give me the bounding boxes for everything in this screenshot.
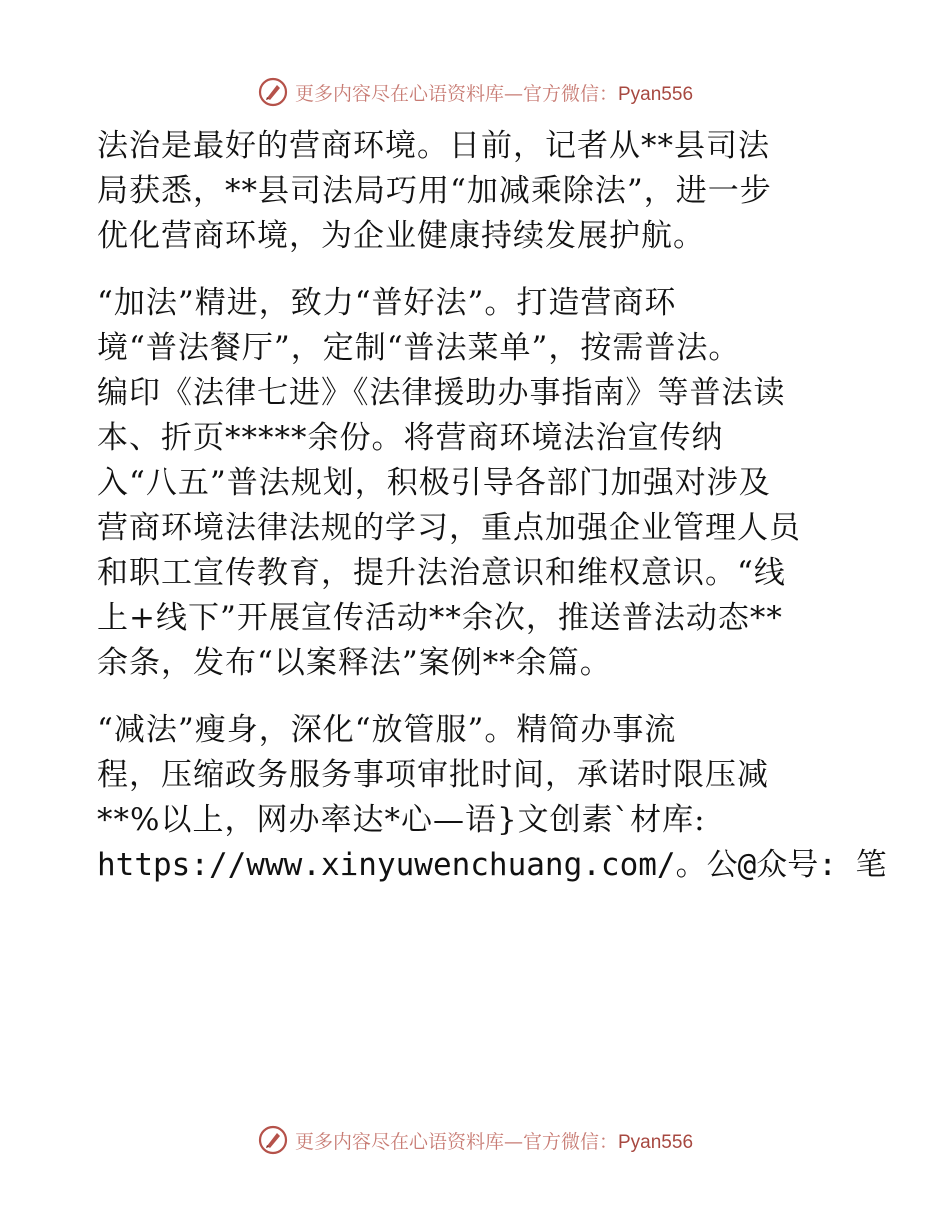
pen-seal-icon bbox=[257, 76, 289, 108]
document-body bbox=[97, 124, 887, 910]
text-line: 法治是最好的营商环境。日前，记者从**县司法 bbox=[97, 128, 770, 164]
header-watermark bbox=[0, 72, 950, 112]
text-line: 局获悉，**县司法局巧用“加减乘除法”，进一步 bbox=[97, 173, 772, 209]
watermark-text: 更多内容尽在心语资料库—官方微信：Pyan556 bbox=[294, 82, 694, 105]
paragraph-subtraction bbox=[97, 708, 887, 888]
text-line: 编印《法律七进》《法律援助办事指南》等普法读 bbox=[97, 375, 786, 411]
text-line: 境“普法餐厅”，定制“普法菜单”，按需普法。 bbox=[97, 330, 741, 366]
footer-watermark bbox=[0, 1120, 950, 1160]
text-line: “加法”精进，致力“普好法”。打造营商环 bbox=[97, 285, 677, 321]
text-line: 营商环境法律法规的学习，重点加强企业管理人员 bbox=[97, 510, 801, 546]
paragraph-addition bbox=[97, 281, 857, 686]
url-line: https://www.xinyuwenchuang.com/。公@众号: 笔 bbox=[97, 847, 887, 883]
text-line: 入“八五”普法规划，积极引导各部门加强对涉及 bbox=[97, 465, 771, 501]
text-line: 余条，发布“以案释法”案例**余篇。 bbox=[97, 645, 612, 681]
text-line: 和职工宣传教育，提升法治意识和维权意识。“线 bbox=[97, 555, 786, 591]
text-line: 上+线下”开展宣传活动**余次，推送普法动态** bbox=[97, 600, 783, 636]
text-line: 程，压缩政务服务事项审批时间，承诺时限压减 bbox=[97, 757, 769, 793]
text-line: 优化营商环境，为企业健康持续发展护航。 bbox=[97, 218, 705, 254]
text-line: “减法”瘦身，深化“放管服”。精简办事流 bbox=[97, 712, 677, 748]
paragraph-intro bbox=[97, 124, 857, 259]
pen-seal-icon bbox=[257, 1124, 289, 1156]
watermark-text: 更多内容尽在心语资料库—官方微信：Pyan556 bbox=[294, 1130, 694, 1153]
text-line: **%以上，网办率达*心—语}文创素`材库: bbox=[97, 802, 706, 838]
text-line: 本、折页*****余份。将营商环境法治宣传纳 bbox=[97, 420, 724, 456]
